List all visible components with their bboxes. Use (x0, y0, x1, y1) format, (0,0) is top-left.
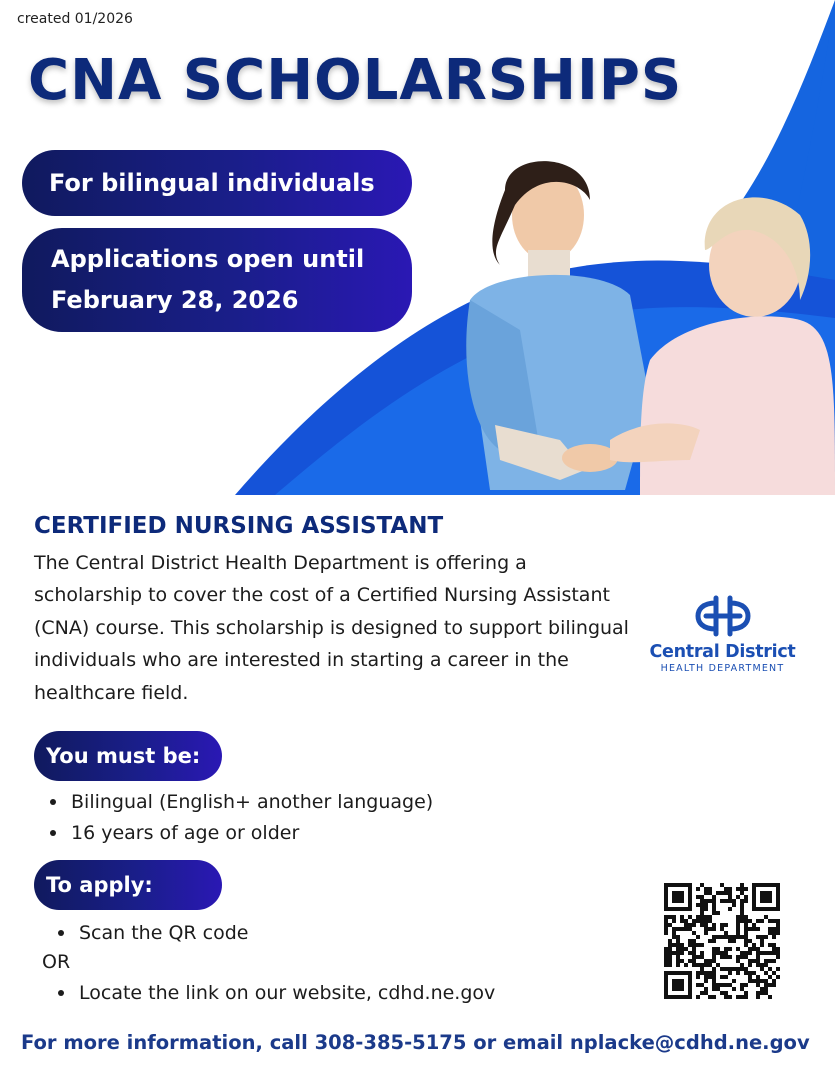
page-title: CNA SCHOLARSHIPS (28, 48, 683, 113)
audience-pill (22, 150, 412, 216)
list-item: Locate the link on our website, cdhd.ne.gov (42, 978, 495, 1009)
qr-code-icon[interactable] (664, 883, 780, 999)
intro-paragraph: The Central District Health Department is offering a scholarship to cover the cost of a Certified Nursing Assistant (CNA) course. This scholarship is designed to support bilingual individuals who are interested in starting a career in the healthcare field. (34, 552, 629, 704)
cdhd-logo (640, 590, 805, 680)
deadline-line-1: Applications open until (51, 245, 365, 273)
created-date: created 01/2026 (17, 11, 133, 27)
list-item: Scan the QR code (42, 918, 248, 949)
deadline-pill (22, 228, 412, 332)
contact-footer: For more information, call 308-385-5175 or email nplacke@cdhd.ne.gov (21, 1031, 810, 1054)
logo-subtitle: HEALTH DEPARTMENT (660, 663, 785, 674)
list-item: Bilingual (English+ another language) (34, 787, 433, 818)
deadline-line-2: February 28, 2026 (51, 286, 299, 314)
requirements-list (34, 787, 433, 849)
apply-step-list (42, 978, 495, 1009)
apply-or: OR (42, 951, 71, 973)
logo-name: Central District (649, 642, 796, 662)
apply-step-list (42, 918, 248, 949)
audience-text: For bilingual individuals (49, 169, 375, 197)
cdhd-logo-icon (640, 590, 805, 640)
requirements-label: You must be: (34, 731, 222, 781)
list-item: 16 years of age or older (34, 818, 433, 849)
section-heading: CERTIFIED NURSING ASSISTANT (34, 513, 444, 539)
apply-label: To apply: (34, 860, 222, 910)
